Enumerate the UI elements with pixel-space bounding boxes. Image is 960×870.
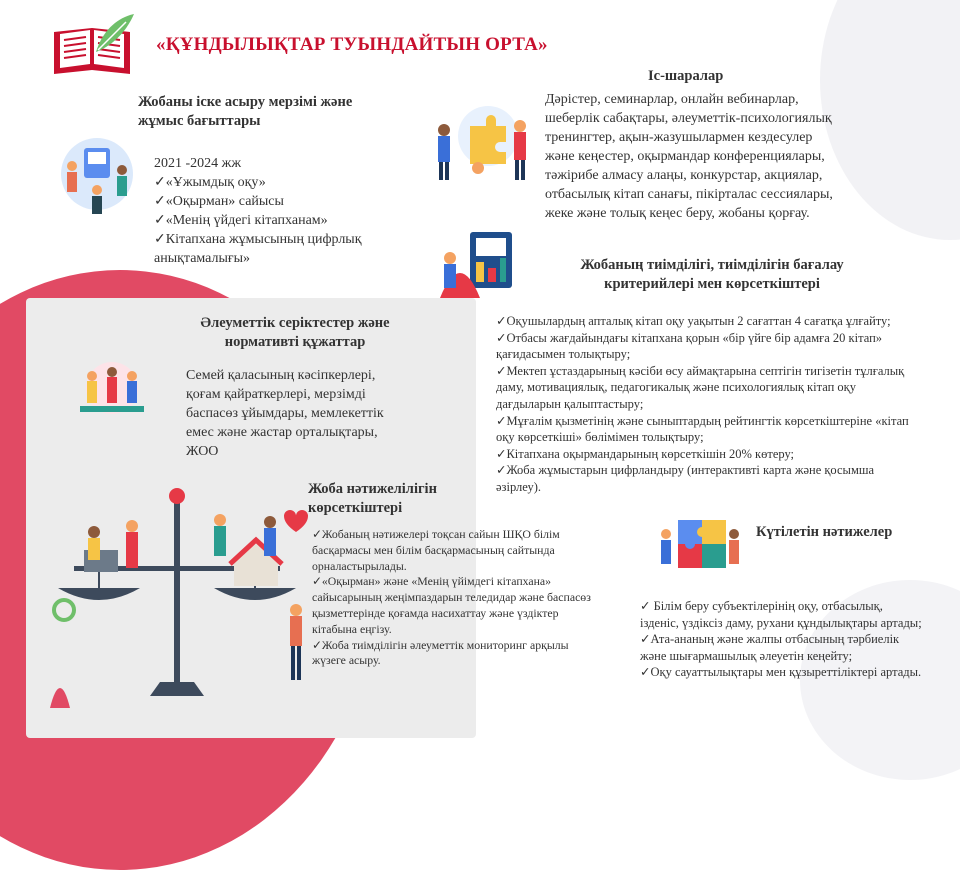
balance-scale-illustration-icon — [44, 470, 314, 710]
list-item: қызметтерінде қоғамда насихаттау және үздіктер — [312, 605, 559, 620]
list-item: ізденіс, үздіксіз даму, рухани құндылықтары артады; — [640, 615, 922, 630]
events-line: отбасылық кітап санағы, пікірталас сессиялары, — [545, 187, 833, 202]
events-line: тренингтер, ақын-жазушылармен кездесулер — [545, 130, 813, 145]
students-illustration-icon — [54, 126, 140, 218]
book-logo-icon — [50, 12, 136, 78]
results-list — [312, 527, 591, 669]
list-item: орналастырылады. — [312, 558, 407, 573]
events-line: тәжірибе алмасу алаңы, конкурстар, акциялар, — [545, 168, 823, 183]
list-item: сайысарының жеңімпаздарын теледидар және баспасөз — [312, 590, 591, 605]
list-item: ✓Оқу сауаттылықтары мен құзыреттіліктері артады. — [640, 665, 922, 680]
partners-line: баспасөз ұйымдары, мемлекеттік — [186, 406, 384, 421]
timeline-years: 2021 -2024 жж — [154, 156, 242, 171]
events-line: шеберлік сабақтары, әлеуметтік-психологиялық — [545, 111, 832, 126]
partners-line: Семей қаласының кәсіпкерлері, — [186, 368, 376, 383]
expected-list — [640, 598, 922, 681]
criteria-list — [496, 313, 909, 496]
timeline-heading-line: Жобаны іске асыру мерзімі және — [138, 94, 353, 110]
list-item: ✓Мектеп ұстаздарының кәсіби өсу аймақтарына септігін тигізетін тұлғалық — [496, 363, 905, 378]
list-item: әзірлеу). — [496, 479, 542, 494]
teamwork-illustration-icon — [430, 96, 534, 186]
list-item: қағидасымен толықтыру; — [496, 347, 631, 362]
partners-heading — [150, 314, 440, 352]
events-heading: Іс-шаралар — [648, 68, 724, 84]
list-item: ✓Мұғалім қызметінің және сыныптардың рейтингтік көрсеткіштеріне «кітап — [496, 413, 909, 428]
list-item: ✓Жоба жұмыстарын цифрландыру (интерактивті карта және қосымша — [496, 463, 875, 478]
list-item: ✓ Білім беру субъектілерінің оқу, отбасылық, — [640, 599, 883, 613]
list-item: даму, мотивациялық, педагогикалық және психологиялық кітап оқу — [496, 380, 856, 395]
list-item: ✓Ата-ананың және жалпы отбасының тәрбиелік — [640, 632, 900, 647]
list-item: анықтамалығы» — [154, 251, 251, 266]
list-item: ✓Отбасы жағдайындағы кітапхана қорын «бір үйге бір адамға 20 кітап» — [496, 330, 883, 345]
results-heading — [308, 480, 437, 518]
partners-heading-line: нормативті құжаттар — [224, 334, 366, 350]
partners-heading-line: Әлеуметтік серіктестер және — [200, 315, 390, 331]
events-line: жеке және толық кеңес беру, жобаны қорғау. — [545, 206, 810, 221]
partners-illustration-icon — [70, 358, 154, 420]
list-item: ✓Кітапхана оқырмандарының көрсеткішін 20% көтеру; — [496, 446, 795, 461]
results-heading-line: көрсеткіштері — [308, 500, 403, 516]
list-item: дағдыларын қалыптастыру; — [496, 396, 644, 411]
list-item: ✓«Менің үйдегі кітапханам» — [154, 213, 328, 228]
list-item: ✓Жоба тиімділігін әлеуметтік мониторинг арқылы — [312, 637, 569, 652]
events-line: және кеңестер, оқырмандар конференциялары, — [545, 149, 825, 164]
partners-text — [186, 366, 384, 461]
partners-line: қоғам қайраткерлері, мерзімді — [186, 387, 366, 402]
criteria-heading-line: Жобаның тиімділігі, тиімділігін бағалау — [580, 257, 844, 273]
list-item: және шығармашылық әлеуетін кеңейту; — [640, 648, 853, 663]
list-item: ✓Кітапхана жұмысының цифрлық — [154, 232, 362, 247]
background-shape — [820, 0, 960, 240]
partners-line: ЖОО — [186, 444, 219, 459]
list-item: ✓«Ұжымдық оқу» — [154, 175, 266, 190]
timeline-list — [154, 154, 362, 268]
events-text — [545, 90, 833, 223]
list-item: ✓«Оқырман» және «Менің үйімдегі кітапхана» — [312, 574, 552, 589]
timeline-heading — [138, 93, 352, 131]
page-title: «ҚҰНДЫЛЫҚТАР ТУЫНДАЙТЫН ОРТА» — [156, 34, 548, 55]
results-heading-line: Жоба нәтижелілігін — [308, 481, 437, 497]
list-item: ✓«Оқырман» сайысы — [154, 194, 284, 209]
list-item: жүзеге асыру. — [312, 653, 381, 668]
list-item: басқармасы мен білім басқармасының сайтында — [312, 542, 555, 557]
puzzle-illustration-icon — [656, 504, 742, 580]
criteria-heading — [552, 256, 872, 294]
analytics-illustration-icon — [430, 228, 520, 306]
list-item: оқу көрсеткіші» бөлімімен толықтыру; — [496, 430, 704, 445]
list-item: кітабына еңгізу. — [312, 621, 392, 636]
criteria-heading-line: критерийлері мен көрсеткіштері — [604, 276, 820, 292]
partners-line: емес және жастар орталықтары, — [186, 425, 378, 440]
list-item: ✓Жобаның нәтижелері тоқсан сайын ШҚО білім — [312, 527, 560, 541]
list-item: ✓Оқушылардың апталық кітап оқу уақытын 2 сағаттан 4 сағатқа ұлғайту; — [496, 314, 891, 328]
expected-heading: Күтілетін нәтижелер — [756, 524, 893, 540]
events-line: Дәрістер, семинарлар, онлайн вебинарлар, — [545, 92, 799, 107]
timeline-heading-line: жұмыс бағыттары — [138, 113, 261, 129]
